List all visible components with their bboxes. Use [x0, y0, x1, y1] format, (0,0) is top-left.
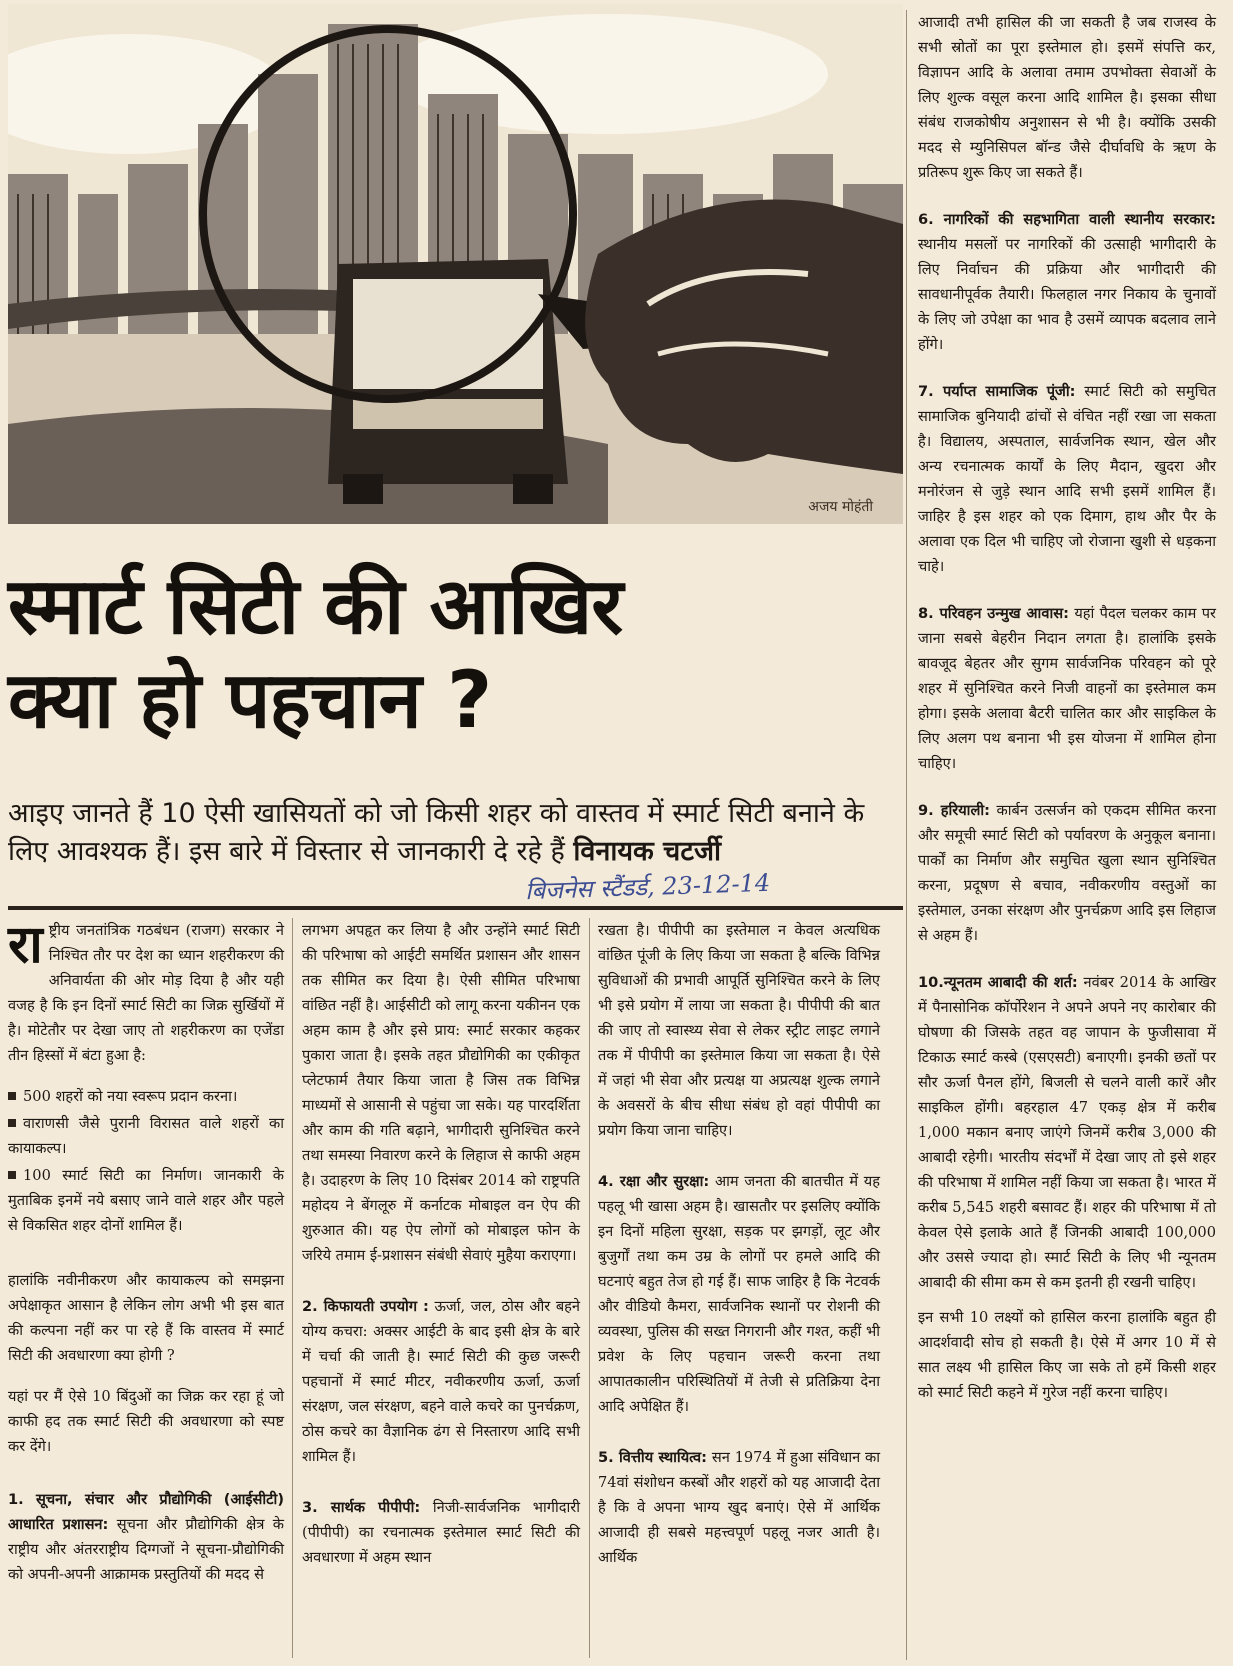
section-rule [8, 906, 903, 910]
section-1: 1. सूचना, संचार और प्रौद्योगिकी (आईसीटी) आधारित प्रशासन: सूचना और प्रौद्योगिकी क्षेत्र के राष्ट्रीय और अंतरराष्ट्रीय दिग्गजों ने सूचना-प्रौद्योगिकी को अपनी-अपनी आक्रामक प्रस्तुतियों की मदद से [8, 1491, 284, 1583]
headline [8, 560, 903, 748]
list-item: वाराणसी जैसे पुरानी विरासत वाले शहरों का कायाकल्प। [8, 1115, 284, 1157]
section-heading: 5. वित्तीय स्थायित्व: [598, 1449, 707, 1466]
deck-text: आइए जानते हैं 10 ऐसी खासियतों को जो किसी शहर को वास्तव में स्मार्ट सिटी बनाने के लिए आवश्यक हैं। इस बारे में विस्तार से जानकारी दे रहे हैं [8, 798, 865, 867]
headline-line-2: क्या हो पहचान ? [8, 656, 492, 746]
list-item: 500 शहरों को नया स्वरूप प्रदान करना। [8, 1084, 284, 1109]
section-7: 7. पर्याप्त सामाजिक पूंजी: स्मार्ट सिटी को समुचित सामाजिक बुनियादी ढांचों से वंचित नहीं रखा जा सकता है। विद्यालय, अस्पताल, सार्वजनिक स्थान, खेल और अन्य रचनात्मक कार्यों के लिए मैदान, खुदरा और मनोरंजन से जुड़े स्थान आदि सभी इसमें शामिल हैं। जाहिर है इस शहर को एक दिमाग, हाथ और पैर के अलावा एक दिल भी चाहिए जो रोजाना खुशी से धड़कना चाहे। [918, 383, 1216, 575]
closing-paragraph: इन सभी 10 लक्ष्यों को हासिल करना हालांकि बहुत ही आदर्शवादी सोच हो सकती है। ऐसे में अगर 10 में से सात लक्ष्य भी हासिल किए जा सके तो हमें किसी शहर को स्मार्ट सिटी कहने में गुरेज नहीं करना चाहिए। [918, 1309, 1216, 1401]
dropcap: रा [8, 915, 43, 975]
section-heading: 1. सूचना, संचार और प्रौद्योगिकी (आईसीटी) आधारित प्रशासन: [8, 1491, 284, 1533]
deck [8, 795, 903, 871]
author-byline: विनायक चटर्जी [573, 836, 721, 867]
section-heading: 7. पर्याप्त सामाजिक पूंजी: [918, 383, 1076, 400]
section-5: 5. वित्तीय स्थायित्व: सन 1974 में हुआ संविधान का 74वां संशोधन कस्बों और शहरों को यह आजादी देता है कि वे अपना भाग्य खुद बनाएं। ऐसे में आर्थिक आजादी ही सबसे महत्त्वपूर्ण पहलू नजर आती है। आर्थिक [598, 1449, 881, 1566]
section-3: 3. सार्थक पीपीपी: निजी-सार्वजनिक भागीदारी (पीपीपी) का रचनात्मक इस्तेमाल स्मार्ट सिटी की अवधारणा में अहम स्थान [302, 1499, 581, 1566]
section-9: 9. हरियाली: कार्बन उत्सर्जन को एकदम सीमित करना और समूची स्मार्ट सिटी को पर्यावरण के अनुकूल बनाना। पार्कों का निर्माण और समुचित खुला स्थान सुनिश्चित करना, प्रदूषण से बचाव, नवीकरणीय वस्तुओं का इस्तेमाल, उनका संरक्षण और पुनर्चक्रण आदि इस लिहाज से अहम हैं। [918, 802, 1216, 944]
paragraph: हालांकि नवीनीकरण और कायाकल्प को समझना अपेक्षाकृत आसान है लेकिन लोग अभी भी इस बात की कल्पना नहीं कर पा रहे हैं कि वास्तव में स्मार्ट सिटी की अवधारणा क्या होगी ? [8, 1272, 284, 1364]
section-heading: 2. किफायती उपयोग : [302, 1298, 429, 1315]
intro-paragraph: ष्ट्रीय जनतांत्रिक गठबंधन (राजग) सरकार ने निश्चित तौर पर देश का ध्यान शहरीकरण की अनिवार्यता की ओर मोड़ दिया है और यही वजह है कि इन दिनों स्मार्ट सिटी का जिक्र सुर्खियों में है। मोटेतौर पर देखा जाए तो शहरीकरण का एजेंडा तीन हिस्सों में बंटा हुआ है: [8, 922, 284, 1064]
illustration [8, 4, 903, 524]
section-heading: 6. नागरिकों की सहभागिता वाली स्थानीय सरकार: [918, 211, 1216, 228]
section-8: 8. परिवहन उन्मुख आवास: यहां पैदल चलकर काम पर जाना सबसे बेहरीन निदान लगता है। हालांकि इसके बावजूद बेहतर और सुगम सार्वजनिक परिवहन को पूरे शहर में सुनिश्चित करने निजी वाहनों का इस्तेमाल कम होगा। इसके अलावा बैटरी चालित कार और साइकिल के लिए अलग पथ बनाना भी इस योजना में शामिल होना चाहिए। [918, 605, 1217, 772]
section-heading: 8. परिवहन उन्मुख आवास: [918, 605, 1069, 622]
section-heading: 3. सार्थक पीपीपी: [302, 1499, 421, 1516]
section-6: 6. नागरिकों की सहभागिता वाली स्थानीय सरकार: स्थानीय मसलों पर नागरिकों की उत्साही भागीदारी के लिए निर्वाचन की प्रक्रिया और भागीदारी की सावधानीपूर्वक तैयारी। फिलहाल नगर निकाय के चुनावों के लिए जो उपेक्षा का भाव है उसमें व्यापक बदलाव लाने होंगे। [918, 211, 1216, 353]
bullet-square-icon [8, 1171, 16, 1179]
section-2: 2. किफायती उपयोग : ऊर्जा, जल, ठोस और बहने योग्य कचरा: अक्सर आईटी के बाद इसी क्षेत्र के बारे में चर्चा की जाती है। स्मार्ट सिटी की कुछ जरूरी पहचानों में स्मार्ट मीटर, नवीकरणीय ऊर्जा, ऊर्जा संरक्षण, जल संरक्षण, बहने वाले कचरे का पुनर्चक्रण, ठोस कचरे का वैज्ञानिक ढंग से निस्तारण आदि सभी शामिल हैं। [302, 1298, 581, 1465]
bullet-square-icon [8, 1092, 16, 1100]
section-heading: 4. रक्षा और सुरक्षा: [598, 1173, 710, 1190]
list-item: 100 स्मार्ट सिटी का निर्माण। जानकारी के मुताबिक इनमें नये बसाए जाने वाले शहर और पहले से विकसित शहर दोनों शामिल हैं। [8, 1167, 284, 1234]
column-divider [292, 918, 293, 1658]
section-4: 4. रक्षा और सुरक्षा: आम जनता की बातचीत में यह पहलू भी खासा अहम है। खासतौर पर इसलिए क्योंकि इन दिनों महिला सुरक्षा, सड़क पर झगड़ों, लूट और बुजुर्गों तथा कम उम्र के लोगों पर हमले आदि की घटनाएं बहुत तेज हो गई हैं। साफ जाहिर है कि नेटवर्क और वीडियो कैमरा, सार्वजनिक स्थानों पर रोशनी की व्यवस्था, पुलिस की सख्त निगरानी और गश्त, कहीं भी प्रवेश के लिए पहचान जरूरी करना तथा आपातकालीन परिस्थितियों में तेजी से प्रतिक्रिया देना आदि अपेक्षित हैं। [598, 1173, 881, 1415]
paragraph: यहां पर मैं ऐसे 10 बिंदुओं का जिक्र कर रहा हूं जो काफी हद तक स्मार्ट सिटी की अवधारणा को स्पष्ट कर देंगे। [8, 1388, 284, 1455]
illustration-credit: अजय मोहंती [808, 499, 873, 515]
handwritten-stamp: बिजनेस स्टैंडर्ड, 23-12-14 [524, 868, 771, 906]
city-illustration [8, 4, 903, 524]
column-divider [589, 918, 590, 1658]
column-2 [302, 918, 580, 1586]
paragraph: लगभग अपहृत कर लिया है और उन्होंने स्मार्ट सिटी की परिभाषा को आईटी समर्थित प्रशासन और शासन तक सीमित कर दिया है। ऐसी सीमित परिभाषा वांछित नहीं है। आईसीटी को लागू करना यकीनन एक अहम काम है और इसे प्राय: स्मार्ट सरकार कहकर पुकारा जाता है। इसके तहत प्रौद्योगिकी का एकीकृत प्लेटफार्म तैयार किया जाता है जिस तक विभिन्न माध्यमों से आसानी से पहुंचा जा सके। यह पारदर्शिता और काम की गति बढ़ाने, भागीदारी सुनिश्चित करने तथा समस्या निवारण करने के लिहाज से काफी अहम है। उदाहरण के लिए 10 दिसंबर 2014 को राष्ट्रपति महोदय ने बेंगलूरु में कर्नाटक मोबाइल वन ऐप की शुरुआत की। यह ऐप लोगों को मोबाइल फोन के जरिये तमाम ई-प्रशासन संबंधी सेवाएं मुहैया कराएगा। [302, 922, 580, 1264]
paragraph: रखता है। पीपीपी का इस्तेमाल न केवल अत्यधिक वांछित पूंजी के लिए किया जा सकता है बल्कि विभिन्न सुविधाओं की प्रभावी आपूर्ति सुनिश्चित करने के लिए भी इसे प्रयोग में लाया जा सकता है। पीपीपी की बात की जाए तो स्वास्थ्य सेवा से लेकर स्ट्रीट लाइट लगाने तक में पीपीपी का इस्तेमाल किया जा सकता है। ऐसे में जहां भी सेवा और प्रत्यक्ष या अप्रत्यक्ष शुल्क लगाने के अवसरों के बीच सीधा संबंध हो वहां पीपीपी का प्रयोग किया जाना चाहिए। [598, 922, 880, 1139]
bus-icon [328, 259, 568, 504]
column-3 [598, 918, 880, 1586]
headline-line-1: स्मार्ट सिटी की आखिर [8, 562, 623, 652]
section-heading: 9. हरियाली: [918, 802, 990, 819]
bullet-square-icon [8, 1119, 16, 1127]
column-divider [906, 10, 907, 1660]
section-heading: 10.न्यूनतम आबादी की शर्त: [918, 974, 1078, 991]
column-4 [918, 10, 1216, 1421]
column-1 [8, 915, 284, 1603]
paragraph: आजादी तभी हासिल की जा सकती है जब राजस्व के सभी स्रोतों का पूरा इस्तेमाल हो। इसमें संपत्ति कर, विज्ञापन आदि के अलावा तमाम उपभोक्ता सेवाओं के लिए शुल्क वसूल करना आदि शामिल है। इसका सीधा संबंध राजकोषीय अनुशासन से भी है। क्योंकि उसकी मदद से म्युनिसिपल बॉन्ड जैसे दीर्घावधि के ऋण के प्रतिरूप शुरू किए जा सकते हैं। [918, 14, 1216, 181]
section-10: 10.न्यूनतम आबादी की शर्त: नवंबर 2014 के आखिर में पैनासोनिक कॉर्पोरेशन ने अपने अपने नए कारोबार की घोषणा की जिसके तहत वह जापान के फुजीसावा में टिकाऊ स्मार्ट कस्बे (एसएसटी) बनाएगी। इनकी छतों पर सौर ऊर्जा पैनल होंगे, बिजली से चलने वाली कारें और साइकिल होंगी। बहरहाल 47 एकड़ क्षेत्र में करीब 1,000 मकान बनाए जाएंगे जिनमें करीब 3,000 की आबादी रहेगी। भारतीय संदर्भों में देखा जाए तो इसे शहर की परिभाषा में शामिल नहीं किया जा सकता है। भारत में करीब 5,545 शहरी बसावट हैं। शहर की परिभाषा में तो केवल ऐसे इलाके आते हैं जिनकी आबादी 100,000 और उससे ज्यादा हो। स्मार्ट सिटी के लिए भी न्यूनतम आबादी की सीमा कम से कम इतनी ही रखनी चाहिए। [918, 974, 1216, 1291]
